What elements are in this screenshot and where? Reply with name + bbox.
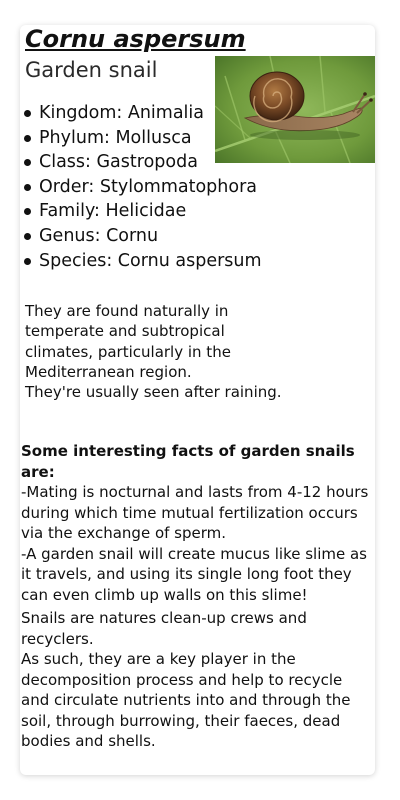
taxonomy-item-text: Phylum: Mollusca	[39, 127, 192, 148]
bullet-icon	[24, 110, 31, 117]
recyclers-intro: Snails are natures clean-up crews and recyclers.	[21, 609, 307, 648]
bullet-icon	[24, 258, 31, 265]
taxonomy-item-text: Genus: Cornu	[39, 225, 159, 246]
bullet-icon	[24, 135, 31, 142]
taxonomy-item-genus	[38, 224, 262, 249]
taxonomy-item-text: Family: Helicidae	[39, 201, 187, 222]
recyclers-section	[21, 608, 375, 752]
facts-section	[21, 441, 375, 605]
taxonomy-item-text: Class: Gastropoda	[39, 152, 198, 173]
taxonomy-item-phylum	[38, 126, 262, 151]
recyclers-detail: As such, they are a key player in the decomposition process and help to recycle and circulate nutrients into and through the soil, through burrowing, their faeces, dead bodies and shells.	[21, 650, 351, 750]
facts-heading: Some interesting facts of garden snails are:	[21, 442, 355, 481]
habitat-line: climates, particularly in the	[25, 342, 231, 361]
bullet-icon	[24, 184, 31, 191]
bullet-icon	[24, 159, 31, 166]
taxonomy-item-order	[38, 175, 262, 200]
fact-item-mucus: -A garden snail will create mucus like slime as it travels, and using its single long foot they can even climb up walls on this slime!	[21, 544, 367, 604]
taxonomy-item-species	[38, 249, 262, 274]
fact-item-mating: -Mating is nocturnal and lasts from 4-12 hours during which time mutual fertilization occurs via the exchange of sperm.	[21, 483, 369, 542]
habitat-line: They're usually seen after raining.	[25, 383, 282, 402]
bullet-icon	[24, 233, 31, 240]
habitat-paragraph	[25, 301, 295, 402]
taxonomy-item-text: Order: Stylommatophora	[39, 176, 257, 197]
bullet-icon	[24, 208, 31, 215]
taxonomy-item-family	[38, 199, 262, 224]
taxonomy-list	[38, 101, 262, 273]
habitat-line: Mediterranean region.	[25, 362, 192, 381]
common-name-subtitle: Garden snail	[25, 58, 158, 82]
habitat-line: They are found naturally in	[25, 302, 229, 320]
habitat-line: temperate and subtropical	[25, 322, 225, 341]
taxonomy-item-text: Kingdom: Animalia	[39, 103, 205, 123]
taxonomy-item-text: Species: Cornu aspersum	[39, 250, 262, 271]
taxonomy-item-kingdom	[38, 101, 262, 126]
taxonomy-item-class	[38, 150, 262, 175]
scientific-name-title: Cornu aspersum	[25, 25, 246, 53]
snail-info-card	[20, 25, 375, 775]
